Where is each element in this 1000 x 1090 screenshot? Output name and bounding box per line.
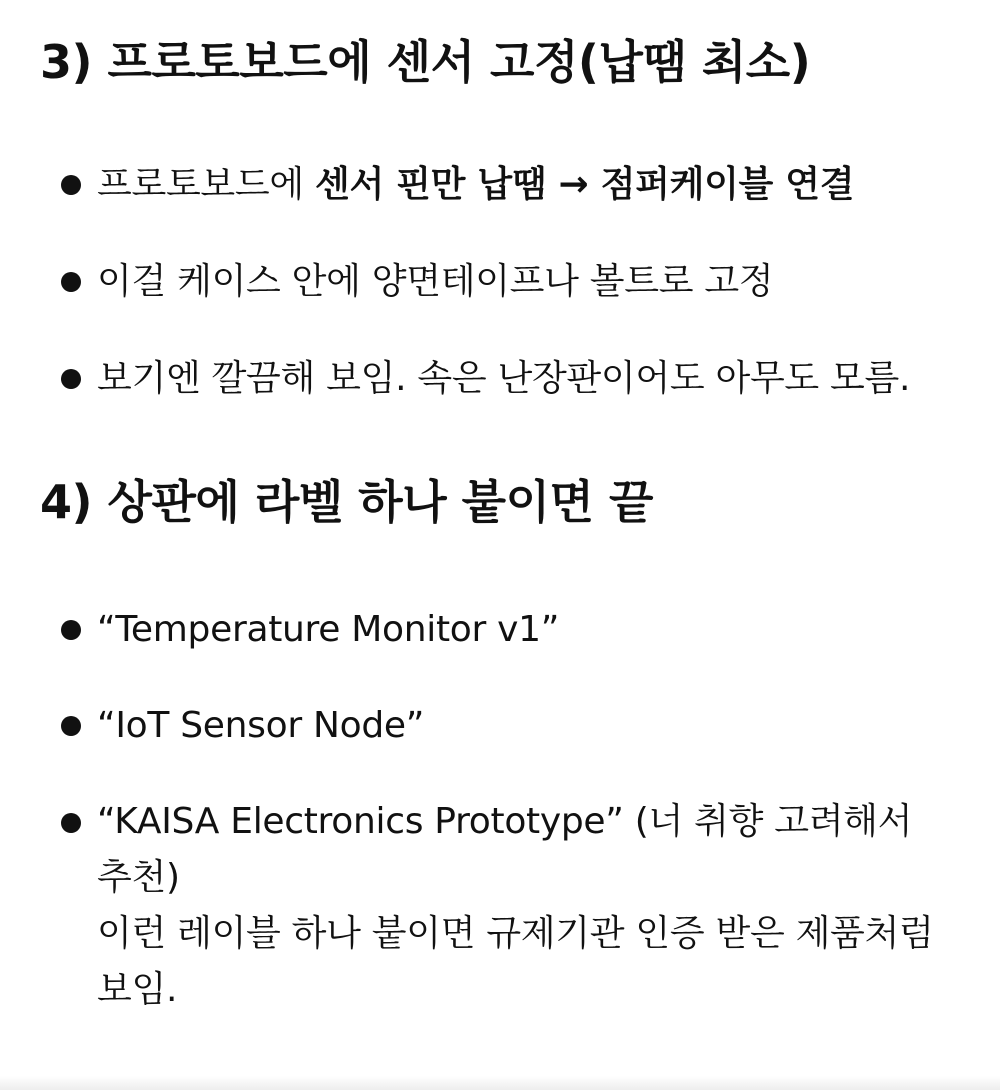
- list-item: [40, 697, 970, 755]
- bullet-icon: [61, 369, 81, 389]
- bottom-fade: [0, 1076, 1000, 1090]
- list-item-bold-text: 센서 핀만 납땜 → 점퍼케이블 연결: [315, 164, 855, 205]
- list-item: [40, 601, 970, 659]
- list-item-text-line: 이런 레이블 하나 붙이면 규제기관 인증 받은 제품처럼: [97, 913, 934, 954]
- list-item-text: 보기엔 깔끔해 보임. 속은 난장판이어도 아무도 모름.: [97, 358, 911, 399]
- list-item-text: “Temperature Monitor v1”: [97, 609, 560, 650]
- list-item: [40, 794, 970, 1018]
- list-item-text: 이걸 케이스 안에 양면테이프나 볼트로 고정: [97, 261, 774, 302]
- list-item-text-line: “KAISA Electronics Prototype” (너 취향 고려해서: [97, 801, 913, 842]
- list-item: [40, 253, 970, 311]
- list-item-text-line: 추천): [97, 857, 180, 898]
- list-item-text: 프로토보드에: [97, 164, 315, 205]
- bullet-icon: [61, 272, 81, 292]
- bullet-icon: [61, 620, 81, 640]
- section-heading-3: 3) 프로토보드에 센서 고정(납땜 최소): [40, 35, 811, 89]
- section-heading-4: 4) 상판에 라벨 하나 붙이면 끝: [40, 475, 653, 529]
- bullet-icon: [61, 175, 81, 195]
- bullet-icon: [61, 716, 81, 736]
- list-item: [40, 350, 970, 408]
- list-item: [40, 156, 970, 214]
- bullet-icon: [61, 813, 81, 833]
- list-item-text: “IoT Sensor Node”: [97, 705, 425, 746]
- list-item-text-line: 보임.: [97, 969, 178, 1010]
